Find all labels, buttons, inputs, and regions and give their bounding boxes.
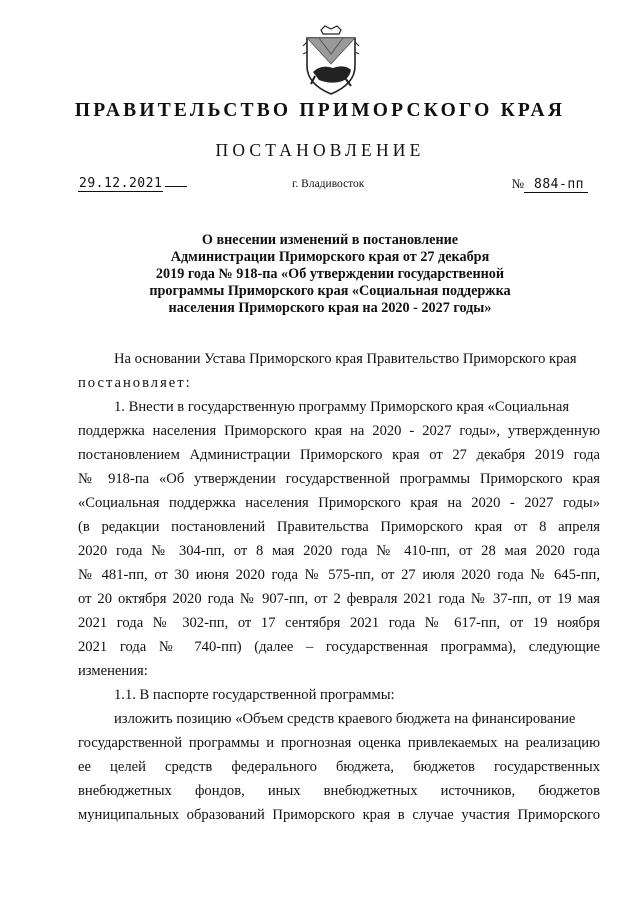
body-line: изменения: <box>78 663 148 679</box>
document-type: ПОСТАНОВЛЕНИЕ <box>215 140 425 160</box>
title-line: Администрации Приморского края от 27 декабря <box>170 249 490 265</box>
document-date <box>78 176 187 191</box>
body-line: поддержка населения Приморского края на 2020 - 2027 годы», утвержденную <box>78 423 600 439</box>
body-line: «Социальная поддержка населения Приморского края на 2020 - 2027 годы» <box>78 495 600 511</box>
body-line: 2020 года № 304-пп, от 8 мая 2020 года № 410-пп, от 28 мая 2020 года <box>78 543 600 559</box>
document-city: г. Владивосток <box>292 178 365 190</box>
number-prefix: № <box>511 176 525 191</box>
body-line: № 481-пп, от 30 июня 2020 года № 575-пп, от 27 июля 2020 года № 645-пп, <box>78 567 600 583</box>
body-line: внебюджетных фондов, иных внебюджетных источников, бюджетов <box>78 783 600 799</box>
body-line: 1.1. В паспорте государственной программы: <box>114 687 395 703</box>
title-line: 2019 года № 918-па «Об утверждении государственной <box>155 266 505 282</box>
body-line: государственной программы и прогнозная оценка привлекаемых на реализацию <box>78 735 600 751</box>
body-line: На основании Устава Приморского края Правительство Приморского края <box>114 351 577 367</box>
date-value: 29.12.2021 <box>79 176 163 191</box>
document-body <box>78 347 600 827</box>
number-value: 884-пп <box>524 177 588 193</box>
body-line: постановляет: <box>78 375 192 391</box>
government-name: ПРАВИТЕЛЬСТВО ПРИМОРСКОГО КРАЯ <box>74 100 566 121</box>
document-number <box>512 176 588 192</box>
body-line: муниципальных образований Приморского края в случае участия Приморского <box>78 807 600 823</box>
body-line: ее целей средств федерального бюджета, бюджетов государственных <box>78 759 600 775</box>
title-line: программы Приморского края «Социальная поддержка <box>149 283 511 299</box>
title-line: О внесении изменений в постановление <box>201 232 459 248</box>
body-line: № 918-па «Об утверждении государственной программы Приморского края <box>78 471 600 487</box>
body-line: постановлением Администрации Приморского края от 27 декабря 2019 года <box>78 447 600 463</box>
body-line: 2021 года № 740-пп) (далее – государственная программа), следующие <box>78 639 600 655</box>
body-line: от 20 октября 2020 года № 907-пп, от 2 февраля 2021 года № 37-пп, от 19 мая <box>78 591 600 607</box>
coat-of-arms-emblem <box>299 24 363 98</box>
date-underline <box>165 186 187 187</box>
body-line: (в редакции постановлений Правительства Приморского края от 8 апреля <box>78 519 600 535</box>
body-line: 1. Внести в государственную программу Приморского края «Социальная <box>114 399 570 415</box>
body-line: изложить позицию «Объем средств краевого бюджета на финансирование <box>114 711 576 727</box>
document-meta-row <box>78 176 588 198</box>
document-title <box>100 232 560 317</box>
body-line: 2021 года № 302-пп, от 17 сентября 2021 года № 617-пп, от 19 ноября <box>78 615 600 631</box>
title-line: населения Приморского края на 2020 - 2027 годы» <box>168 300 492 316</box>
